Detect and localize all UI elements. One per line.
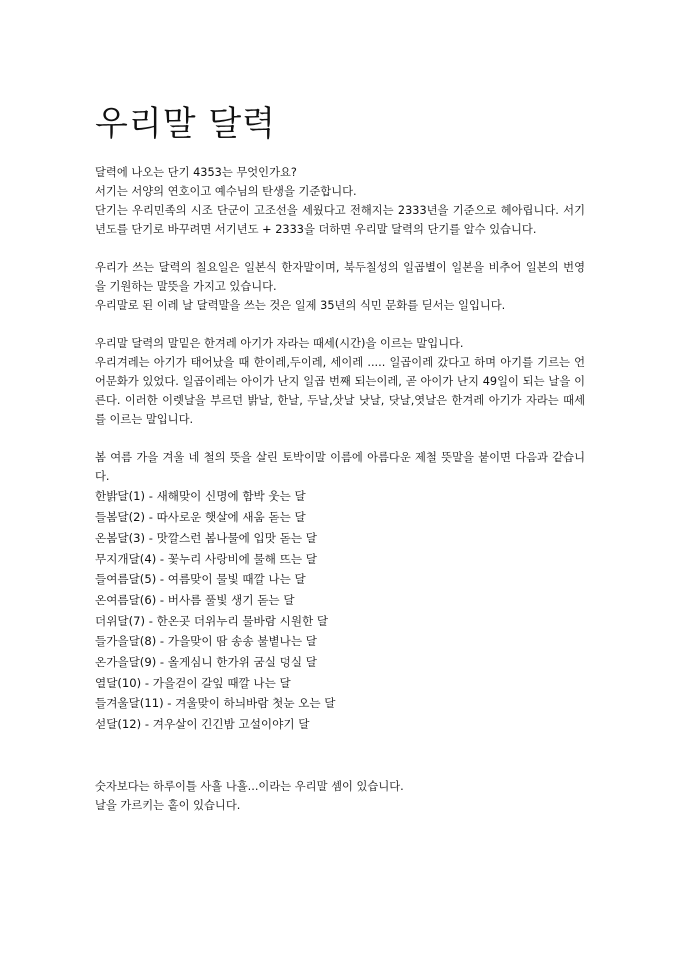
intro-line-2: 서기는 서양의 연호이고 예수님의 탄생을 기준합니다.: [95, 185, 357, 199]
intro-line-1: 달력에 나오는 단기 4353는 무엇인가요?: [95, 166, 297, 180]
week-paragraph-1: 우리가 쓰는 달력의 칠요일은 일본식 한자말이며, 북두칠성의 일곱별이 일본을 비추어 일본의 번영을 기원하는 말뜻을 가지고 있습니다.: [95, 261, 585, 294]
origin-paragraph-2: 우리겨레는 아기가 태어났을 때 한이레,두이레, 세이레 ..... 일곱이레 갔다고 하며 아기를 기르는 언어문화가 있었다. 일곱이레는 아이가 난지 일곱 번째 되는이레, 곧 아이가 난지 49일이 되는 날을 이른다. 이러한 이렛날을 부르던 밝날, 한날, 두날,삿날 낫날, 닷날,엿날은 한겨레 아기가 자라는 때세를 이르는 말입니다.: [95, 356, 585, 427]
month-item-11: 들겨울달(11) - 겨울맞이 하늬바람 첫눈 오는 달: [95, 696, 336, 711]
month-item-9: 온가을달(9) - 올게심니 한가위 굼실 덩실 달: [95, 655, 317, 670]
month-item-10: 열달(10) - 가을걷이 갈잎 때깔 나는 달: [95, 675, 291, 690]
closing-line-1: 숫자보다는 하루이틀 사흘 나흘...이라는 우리말 셈이 있습니다.: [95, 779, 404, 793]
document-title: 우리말 달력: [95, 104, 277, 144]
month-item-2: 들봄달(2) - 따사로운 햇살에 새움 돋는 달: [95, 510, 306, 525]
spacer: [95, 429, 585, 448]
spacer: [95, 315, 585, 334]
closing-line-2: 날을 가르키는 홑이 있습니다.: [95, 798, 241, 812]
month-list: [95, 486, 585, 734]
spacer: [95, 239, 585, 258]
month-item-5: 들여름달(5) - 여름맞이 물빛 때깔 나는 달: [95, 572, 306, 587]
document-page: [95, 106, 585, 815]
month-item-6: 온여름달(6) - 버사름 풀빛 생기 돋는 달: [95, 592, 295, 607]
month-item-8: 들가을달(8) - 가을맞이 땀 송송 불볕나는 달: [95, 634, 317, 649]
month-item-3: 온봄달(3) - 맛깔스런 봄나물에 입맛 돋는 달: [95, 530, 317, 545]
week-paragraph-2: 우리말로 된 이레 날 달력말을 쓰는 것은 일제 35년의 식민 문화를 딛서는 일입니다.: [95, 299, 506, 313]
month-item-1: 한밝달(1) - 새해맞이 신명에 함박 웃는 달: [95, 489, 306, 504]
month-item-12: 섣달(12) - 겨우살이 긴긴밤 고설이야기 달: [95, 717, 310, 732]
intro-paragraph: 단기는 우리민족의 시조 단군이 고조선을 세웠다고 전해지는 2333년을 기준으로 헤아립니다. 서기년도를 단기로 바꾸려면 서기년도 + 2333을 더하면 우리말 달력의 단기를 알수 있습니다.: [95, 204, 585, 237]
origin-paragraph-1: 우리말 달력의 말밑은 한겨레 아기가 자라는 때세(시간)을 이르는 말입니다.: [95, 337, 464, 351]
month-item-4: 무지개달(4) - 꽃누리 사랑비에 물해 뜨는 달: [95, 551, 317, 566]
season-intro: 봄 여름 가을 겨울 네 철의 뜻을 살린 토박이말 이름에 아름다운 제철 뜻말을 붙이면 다음과 같습니다.: [95, 451, 585, 484]
spacer: [95, 735, 585, 777]
month-item-7: 더위달(7) - 한온곳 더위누리 물바람 시원한 달: [95, 613, 329, 628]
